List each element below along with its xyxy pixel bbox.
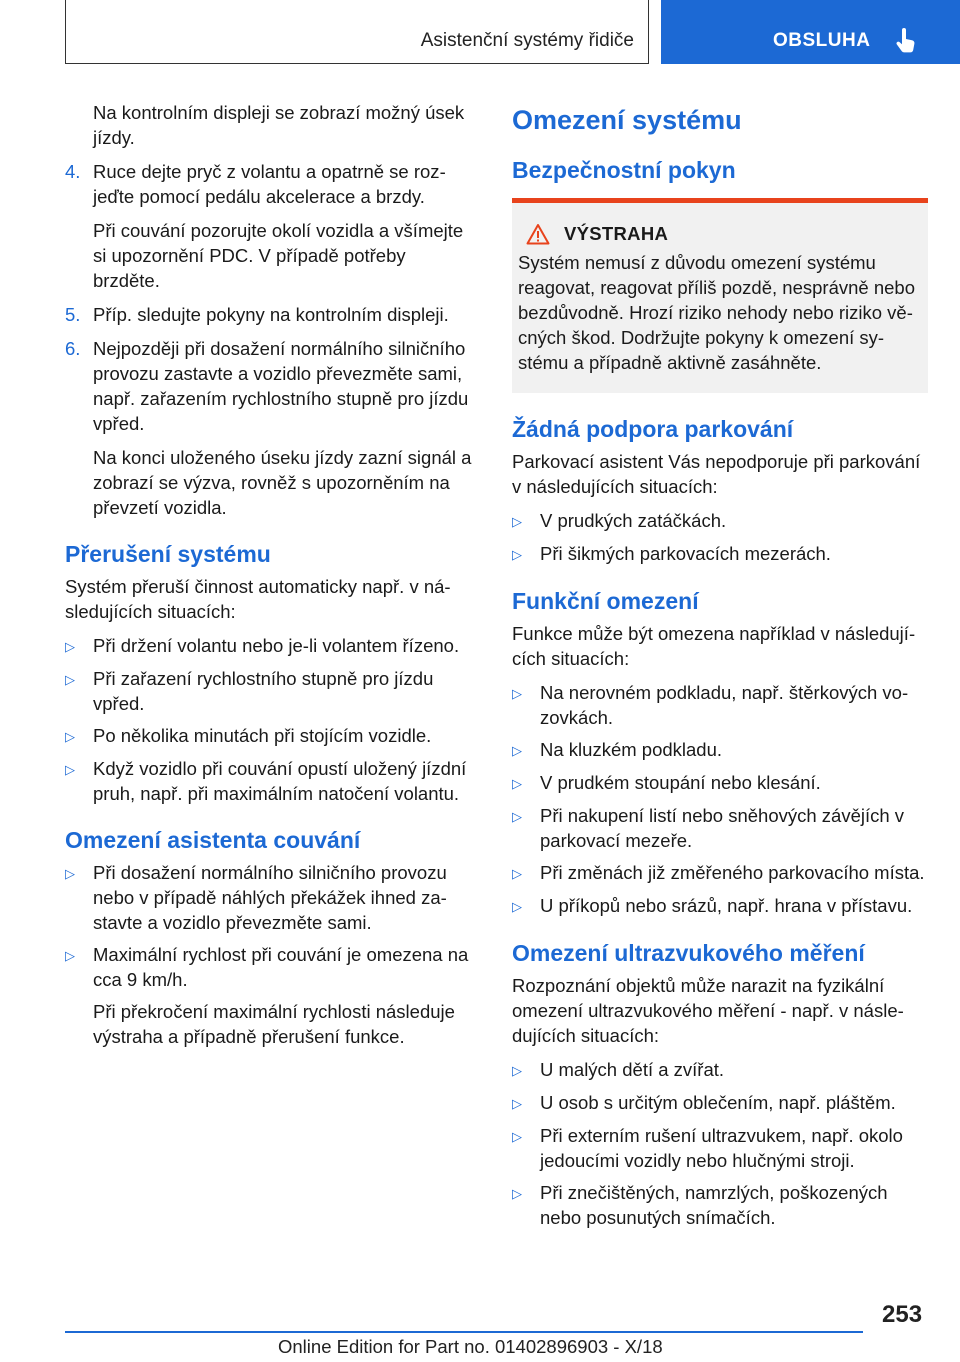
step-text: Nejpozději při dosažení normálního silničního provozu zastavte a vozidlo převezměte sami, např. zařazením rychlostního stupně pro jízdu vpřed.: [93, 338, 469, 434]
triangle-bullet-icon: ▷: [512, 809, 522, 824]
list-item: ▷ U malých dětí a zvířat.: [512, 1057, 928, 1083]
triangle-bullet-icon: ▷: [512, 1186, 522, 1201]
list-item: ▷ Při zařazení rychlostního stupně pro jízdu vpřed.: [65, 668, 434, 714]
triangle-bullet-icon: ▷: [65, 762, 75, 777]
triangle-bullet-icon: ▷: [512, 899, 522, 914]
list-item: ▷ V prudkých zatáčkách.: [512, 508, 928, 534]
ultrasonic-list: [512, 1057, 928, 1230]
function-text: Funkce může být omezena například v následujících situacích:: [512, 623, 916, 669]
list-item: ▷ Při šikmých parkovacích mezerách.: [512, 541, 928, 567]
parking-list: [512, 508, 928, 567]
triangle-bullet-icon: ▷: [512, 743, 522, 758]
step-5: [65, 302, 475, 327]
reverse-note: Při překročení maximální rychlosti následuje výstraha a případně přerušení funkce.: [93, 1001, 455, 1047]
triangle-bullet-icon: ▷: [65, 866, 75, 881]
page-number: 253: [882, 1301, 923, 1328]
list-item: ▷ Při změnách již změřeného parkovacího místa.: [512, 860, 928, 886]
step-6: [65, 336, 475, 520]
header-chapter-tab: [661, 0, 960, 64]
header-section-title: Asistenční systémy řidiče: [420, 30, 634, 51]
right-column: [512, 100, 928, 1237]
list-item: ▷ Při externím rušení ultrazvukem, např. okolo jedoucími vozidly nebo hlučnými stroji.: [512, 1125, 903, 1171]
triangle-bullet-icon: ▷: [65, 672, 75, 687]
footer-edition: Online Edition for Part no. 01402896903 - X/18: [278, 1336, 663, 1357]
warning-triangle-icon: [526, 223, 550, 245]
warning-label: VÝSTRAHA: [564, 223, 669, 244]
interrupt-text: Systém přeruší činnost automaticky např. v následujících situacích:: [65, 576, 451, 622]
list-item: ▷ Když vozidlo při couvání opustí uložený jízdní pruh, např. při maximálním natočení volantu.: [65, 758, 467, 804]
interrupt-heading: Přerušení systému: [65, 541, 271, 567]
warning-box: [512, 198, 928, 393]
left-column: [65, 100, 475, 1058]
triangle-bullet-icon: ▷: [512, 866, 522, 881]
interrupt-list: [65, 633, 475, 806]
triangle-bullet-icon: ▷: [65, 729, 75, 744]
step-number: 4.: [65, 161, 81, 182]
step-text: Při couvání pozorujte okolí vozidla a všímejte si upozornění PDC. V případě potřeby brzděte.: [93, 220, 464, 291]
triangle-bullet-icon: ▷: [512, 1063, 522, 1078]
function-list: [512, 680, 928, 919]
step-4: [65, 159, 475, 293]
list-item: ▷ U příkopů nebo srázů, např. hrana v přístavu.: [512, 893, 928, 919]
parking-heading: Žádná podpora parkování: [512, 416, 794, 442]
triangle-bullet-icon: ▷: [65, 639, 75, 654]
triangle-bullet-icon: ▷: [512, 1129, 522, 1144]
step-number: 6.: [65, 338, 81, 359]
step-text: Příp. sledujte pokyny na kontrolním displeji.: [93, 304, 449, 325]
list-item: ▷ Při dosažení normálního silničního provozu nebo v případě náhlých překážek ihned zastavte a vozidlo převezměte sami.: [65, 862, 447, 933]
warning-text: Systém nemusí z důvodu omezení systému reagovat, reagovat příliš pozdě, nesprávně nebo bezdůvodně. Hrozí riziko nehody nebo riziko věcných škod. Dodržujte pokyny k omezení systému a případně aktivně zasáhněte.: [518, 252, 915, 373]
header-chapter-label: OBSLUHA: [773, 30, 871, 51]
pointing-hand-icon: [895, 28, 917, 54]
step-text: Ruce dejte pryč z volantu a opatrně se rozjeďte pomocí pedálu akcelerace a brzdy.: [93, 161, 446, 207]
list-item: ▷ Při nakupení listí nebo sněhových závějích v parkovací mezeře.: [512, 805, 905, 851]
parking-text: Parkovací asistent Vás nepodporuje při parkování v následujících situacích:: [512, 451, 921, 497]
triangle-bullet-icon: ▷: [512, 1096, 522, 1111]
list-item: ▷ Na kluzkém podkladu.: [512, 737, 928, 763]
safety-heading: Bezpečnostní pokyn: [512, 157, 736, 183]
ultrasonic-heading: Omezení ultrazvukového měření: [512, 940, 865, 966]
list-item: ▷ U osob s určitým oblečením, např. pláštěm.: [512, 1090, 928, 1116]
triangle-bullet-icon: ▷: [512, 547, 522, 562]
triangle-bullet-icon: ▷: [512, 776, 522, 791]
step-text: Na konci uloženého úseku jízdy zazní signál a zobrazí se výzva, rovněž s upozorněním na převzetí vozidla.: [93, 447, 472, 518]
step-number: 5.: [65, 304, 81, 325]
triangle-bullet-icon: ▷: [512, 514, 522, 529]
main-heading: Omezení systému: [512, 105, 742, 135]
reverse-heading: Omezení asistenta couvání: [65, 827, 361, 853]
triangle-bullet-icon: ▷: [65, 948, 75, 963]
list-item: ▷ V prudkém stoupání nebo klesání.: [512, 770, 928, 796]
ultrasonic-text: Rozpoznání objektů může narazit na fyzikální omezení ultrazvukového měření - např. v následujících situacích:: [512, 975, 904, 1046]
function-heading: Funkční omezení: [512, 588, 699, 614]
list-item: ▷ Na nerovném podkladu, např. štěrkových vozovkách.: [512, 682, 909, 728]
list-item: ▷ Při znečištěných, namrzlých, poškozených nebo posunutých snímačích.: [512, 1182, 888, 1228]
intro-text: Na kontrolním displeji se zobrazí možný úsek jízdy.: [93, 102, 465, 148]
list-item: ▷ Po několika minutách při stojícím vozidle.: [65, 723, 475, 749]
list-item: ▷ Maximální rychlost při couvání je omezena na cca 9 km/h.: [65, 944, 469, 990]
footer-divider: [65, 1331, 863, 1333]
header-section-box: [65, 0, 649, 64]
list-item: ▷ Při držení volantu nebo je-li volantem řízeno.: [65, 633, 475, 659]
reverse-list: [65, 860, 475, 992]
triangle-bullet-icon: ▷: [512, 686, 522, 701]
